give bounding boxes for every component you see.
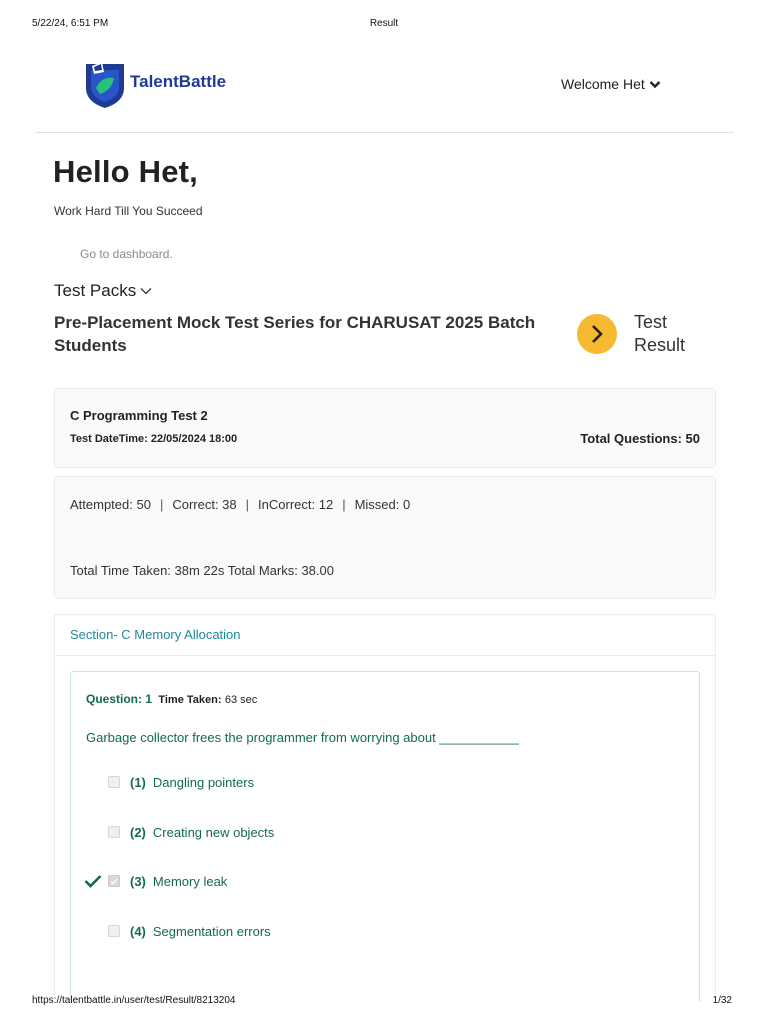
test-packs-label: Test Packs [54,281,137,300]
option-text: Dangling pointers [152,774,255,790]
test-info-card [54,388,716,468]
option-number: (3) [130,873,146,889]
talentbattle-logo-icon [82,58,128,110]
option-number: (1) [130,774,146,790]
page-title: Hello Het, [53,154,198,189]
option-number: (4) [130,923,146,939]
test-datetime: Test DateTime: 22/05/2024 18:00 [70,433,238,445]
option-2 [108,822,274,842]
stat-divider: | [342,497,346,512]
test-result-label[interactable]: Test Result [634,312,686,355]
correct-count: Correct: 38 [172,497,237,512]
section-header [55,615,715,656]
question-card [70,671,700,1002]
option-checkbox [108,925,120,937]
section-panel [54,614,716,995]
question-text: Garbage collector frees the programmer from worrying about ___________ [86,730,519,745]
print-page-number: 1/32 [712,995,732,1006]
series-title: Pre-Placement Mock Test Series for CHARUSAT 2025 Batch Students [54,313,536,355]
missed-count: Missed: 0 [354,497,411,512]
test-packs-dropdown[interactable] [54,281,152,301]
total-questions: Total Questions: 50 [580,431,700,446]
print-url: https://talentbattle.in/user/test/Result/8213204 [32,995,236,1006]
option-text: Segmentation errors [152,923,271,939]
chevron-down-icon [649,80,661,89]
dashboard-link[interactable]: Go to dashboard. [80,247,173,261]
test-result-button[interactable] [577,314,617,354]
question-number: Question: 1 [86,692,153,706]
chevron-right-icon [589,324,605,344]
incorrect-count: InCorrect: 12 [258,497,334,512]
print-title: Result [369,18,399,29]
test-name: C Programming Test 2 [70,408,208,423]
option-4 [108,921,271,941]
header-divider [35,132,734,133]
option-text: Memory leak [152,873,228,889]
stat-divider: | [245,497,250,512]
brand-logo[interactable] [82,58,226,110]
chevron-down-icon [140,287,152,295]
time-taken-value: 63 sec [224,694,258,706]
attempted-count: Attempted: 50 [70,497,151,512]
option-number: (2) [130,824,146,840]
section-title[interactable]: Section- C Memory Allocation [70,627,241,642]
print-datetime: 5/22/24, 6:51 PM [32,18,109,29]
time-and-marks: Total Time Taken: 38m 22s Total Marks: 38.00 [70,563,334,578]
welcome-text: Welcome Het [561,76,645,92]
user-menu[interactable] [561,76,661,92]
tagline: Work Hard Till You Succeed [54,204,203,218]
navbar [0,58,768,114]
option-text: Creating new objects [152,824,275,840]
stat-divider: | [159,497,164,512]
option-3 [108,871,227,891]
time-taken-label: Time Taken: [158,694,222,706]
correct-check-icon [84,874,102,888]
option-checkbox [108,776,120,788]
brand-name: TalentBattle [130,72,227,91]
option-checkbox [108,826,120,838]
attempt-stats [70,497,410,512]
option-checkbox-checked [108,875,120,887]
option-1 [108,772,254,792]
stats-card [54,476,716,599]
question-header [86,692,257,706]
